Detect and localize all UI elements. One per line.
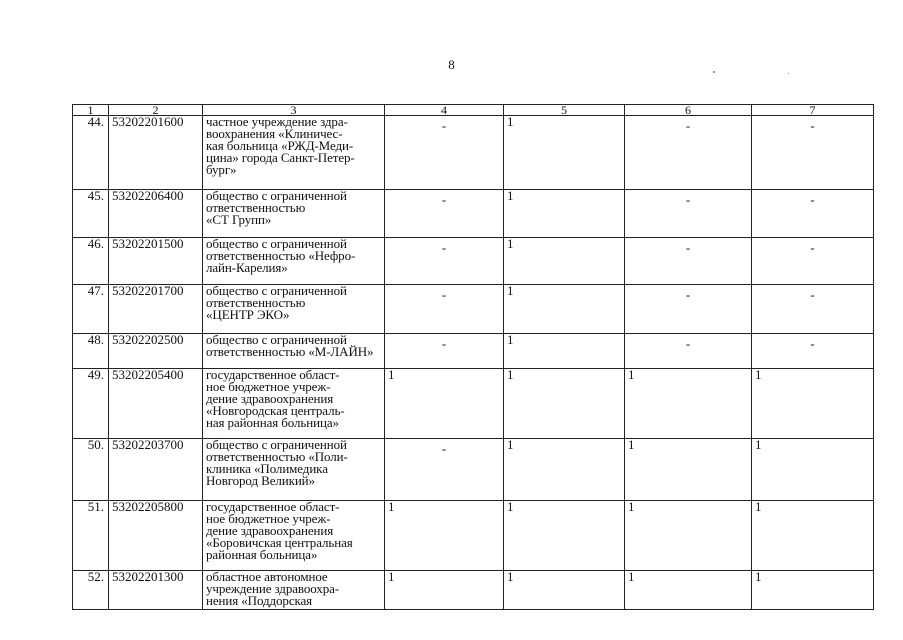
row-number: 46.	[73, 238, 109, 285]
row-code: 53202201300	[109, 571, 203, 610]
cell-col-4: 1	[385, 501, 504, 571]
cell-col-6: 1	[625, 571, 752, 610]
column-header: 6	[625, 105, 752, 116]
organization-name: общество с ограниченной ответственностью «Поли- клиника «Полимедика Новгород Великий»	[203, 439, 385, 501]
cell-col-4: -	[385, 334, 504, 369]
table-row	[73, 369, 874, 439]
cell-col-5: 1	[504, 369, 625, 439]
cell-col-5: 1	[504, 501, 625, 571]
cell-col-6: -	[625, 238, 752, 285]
organization-name: общество с ограниченной ответственностью «Нефро- лайн-Карелия»	[203, 238, 385, 285]
cell-col-6: -	[625, 285, 752, 334]
scan-speck	[788, 73, 789, 74]
row-number: 49.	[73, 369, 109, 439]
cell-col-4: -	[385, 116, 504, 190]
organization-name: общество с ограниченной ответственностью «ЦЕНТР ЭКО»	[203, 285, 385, 334]
row-number: 51.	[73, 501, 109, 571]
cell-col-4: -	[385, 190, 504, 238]
cell-col-7: 1	[752, 501, 874, 571]
column-header: 1	[73, 105, 109, 116]
column-header: 7	[752, 105, 874, 116]
table-row	[73, 571, 874, 610]
organization-name: государственное област- ное бюджетное учреж- дение здравоохранения «Боровичская центральная районная больница»	[203, 501, 385, 571]
row-code: 53202205800	[109, 501, 203, 571]
cell-col-6: 1	[625, 501, 752, 571]
cell-col-4: -	[385, 238, 504, 285]
cell-col-7: 1	[752, 571, 874, 610]
scan-speck	[713, 71, 715, 73]
row-number: 45.	[73, 190, 109, 238]
cell-col-5: 1	[504, 190, 625, 238]
cell-col-7: -	[752, 285, 874, 334]
organization-name: областное автономное учреждение здравоохра- нения «Поддорская	[203, 571, 385, 610]
organization-name: общество с ограниченной ответственностью «М-ЛАЙН»	[203, 334, 385, 369]
row-code: 53202201700	[109, 285, 203, 334]
cell-col-5: 1	[504, 571, 625, 610]
row-code: 53202202500	[109, 334, 203, 369]
cell-col-5: 1	[504, 116, 625, 190]
cell-col-7: 1	[752, 369, 874, 439]
row-number: 50.	[73, 439, 109, 501]
table-row	[73, 238, 874, 285]
cell-col-7: -	[752, 190, 874, 238]
row-code: 53202206400	[109, 190, 203, 238]
cell-col-6: -	[625, 116, 752, 190]
row-number: 52.	[73, 571, 109, 610]
table-row	[73, 439, 874, 501]
cell-col-4: -	[385, 285, 504, 334]
column-header: 5	[504, 105, 625, 116]
organization-name: общество с ограниченной ответственностью «СТ Групп»	[203, 190, 385, 238]
cell-col-6: -	[625, 334, 752, 369]
row-code: 53202205400	[109, 369, 203, 439]
cell-col-7: 1	[752, 439, 874, 501]
table-header-row	[73, 105, 874, 116]
cell-col-4: -	[385, 439, 504, 501]
cell-col-7: -	[752, 238, 874, 285]
column-header: 3	[203, 105, 385, 116]
row-code: 53202201500	[109, 238, 203, 285]
registry-table	[72, 104, 874, 610]
row-code: 53202203700	[109, 439, 203, 501]
cell-col-7: -	[752, 116, 874, 190]
cell-col-4: 1	[385, 571, 504, 610]
page-number: 8	[448, 57, 455, 72]
column-header: 2	[109, 105, 203, 116]
cell-col-6: 1	[625, 369, 752, 439]
cell-col-6: -	[625, 190, 752, 238]
cell-col-5: 1	[504, 439, 625, 501]
row-number: 44.	[73, 116, 109, 190]
table-row	[73, 190, 874, 238]
table-row	[73, 285, 874, 334]
row-number: 48.	[73, 334, 109, 369]
organization-name: частное учреждение здра- воохранения «Клиничес- кая больница «РЖД-Меди- цина» города Санкт-Петер- бург»	[203, 116, 385, 190]
cell-col-7: -	[752, 334, 874, 369]
organization-name: государственное област- ное бюджетное учреж- дение здравоохранения «Новгородская централь- ная районная больница»	[203, 369, 385, 439]
cell-col-5: 1	[504, 238, 625, 285]
row-code: 53202201600	[109, 116, 203, 190]
table-row	[73, 116, 874, 190]
table-row	[73, 334, 874, 369]
cell-col-4: 1	[385, 369, 504, 439]
cell-col-5: 1	[504, 285, 625, 334]
cell-col-5: 1	[504, 334, 625, 369]
row-number: 47.	[73, 285, 109, 334]
column-header: 4	[385, 105, 504, 116]
cell-col-6: 1	[625, 439, 752, 501]
table-row	[73, 501, 874, 571]
